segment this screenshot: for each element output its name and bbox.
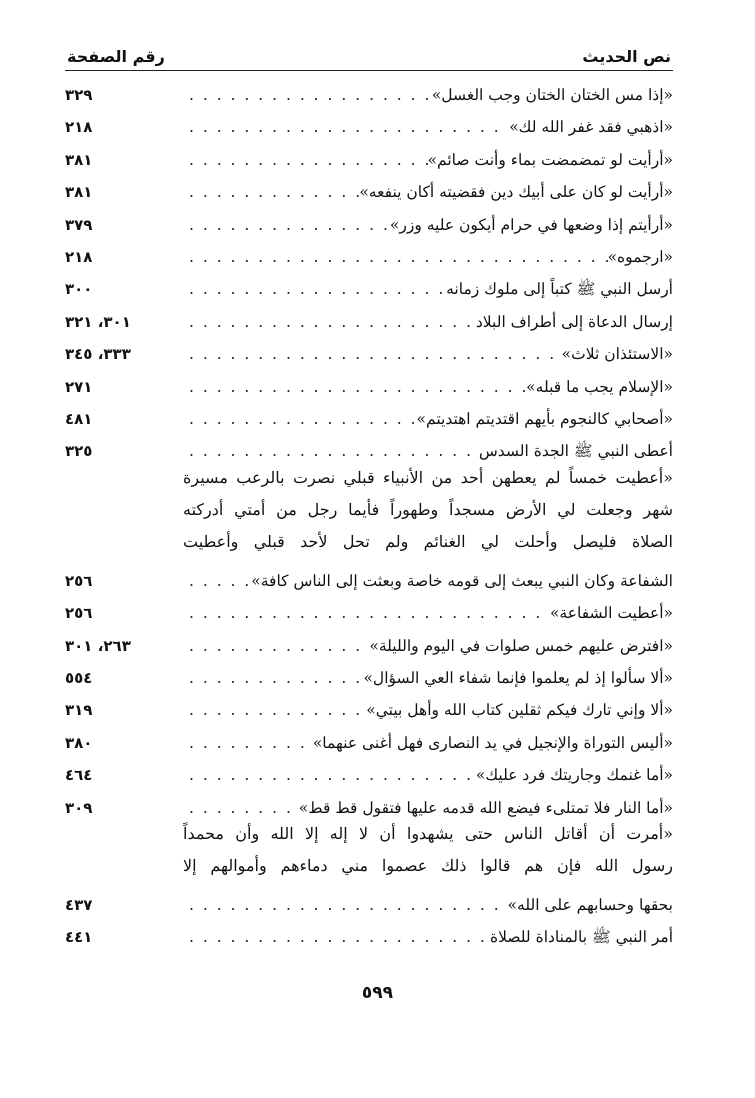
index-entry <box>65 209 673 241</box>
entry-page: ٤٦٤ <box>65 766 93 785</box>
hadith-paragraph <box>65 824 673 921</box>
index-entry <box>65 144 673 176</box>
leader-dots <box>183 435 479 467</box>
index-entry <box>65 889 673 921</box>
entry-page: ٣٨٠ <box>65 733 93 752</box>
index-entry <box>65 371 673 403</box>
leader-dots <box>183 694 366 726</box>
entry-text: أمر النبي ﷺ بالمناداة للصلاة <box>489 928 673 947</box>
entry-page: ٣٨١ <box>65 183 93 202</box>
entry-text: «إذا مس الختان الختان وجب الغسل» <box>431 85 673 104</box>
leader-dots <box>183 889 508 921</box>
entry-page: ٥٥٤ <box>65 669 93 688</box>
index-entry <box>65 792 673 824</box>
entry-page: ٣٢٩ <box>65 85 93 104</box>
entry-text: «أليس التوراة والإنجيل في يد النصارى فهل أغنى عنهما» <box>312 733 673 752</box>
leader-dots <box>183 662 363 694</box>
index-entry <box>65 306 673 338</box>
entry-text: أرسل النبي ﷺ كتباً إلى ملوك زمانه <box>446 280 673 299</box>
index-entry <box>65 759 673 791</box>
leader-dots <box>183 597 550 629</box>
entry-text: «أما النار فلا تمتلىء فيضع الله قدمه عليها فتقول قط قط» <box>298 798 673 817</box>
entry-page: ٣٠٩ <box>65 798 93 817</box>
leader-dots <box>183 921 490 953</box>
index-entry <box>65 79 673 111</box>
entry-page: ٣٢٥ <box>65 442 93 461</box>
entry-page: ٣٠٠ <box>65 280 93 299</box>
entry-page: ٤٣٧ <box>65 895 93 914</box>
leader-dots <box>183 111 509 143</box>
header-page-number: رقم الصفحة <box>67 47 165 66</box>
entry-page: ٢٧١ <box>65 377 93 396</box>
leader-dots <box>183 759 476 791</box>
index-entry <box>65 662 673 694</box>
entry-text: «أرأيت لو تمضمضت بماء وأنت صائم» <box>427 150 673 169</box>
entry-text: «اذهبي فقد غفر الله لك» <box>509 118 673 137</box>
index-entry <box>65 273 673 305</box>
leader-dots <box>183 79 432 111</box>
entry-page: ٣٨١ <box>65 150 93 169</box>
leader-dots <box>183 306 476 338</box>
leader-dots <box>183 792 299 824</box>
leader-dots <box>183 565 251 597</box>
paragraph-line: رسول الله فإن هم قالوا ذلك عصموا مني دماءهم وأموالهم إلا <box>183 856 673 876</box>
leader-dots <box>183 630 369 662</box>
leader-dots <box>183 727 313 759</box>
entry-text: «أرأيت لو كان على أبيك دين فقضيته أكان ينفعه» <box>359 183 673 202</box>
entry-text: إرسال الدعاة إلى أطراف البلاد <box>475 312 673 331</box>
entry-page: ٢١٨ <box>65 247 93 266</box>
index-entry <box>65 241 673 273</box>
entry-text: «ارجموه» <box>607 247 673 266</box>
index-entry <box>65 111 673 143</box>
leader-dots <box>183 144 428 176</box>
index-header <box>65 38 673 71</box>
entry-text: «ألا وإني تارك فيكم ثقلين كتاب الله وأهل بيتي» <box>366 701 673 720</box>
index-page <box>65 38 673 954</box>
index-entry <box>65 727 673 759</box>
index-entry <box>65 630 673 662</box>
leader-dots <box>183 403 417 435</box>
leader-dots <box>183 273 446 305</box>
paragraph-line: شهر وجعلت لي الأرض مسجداً وطهوراً فأيما رجل من أمتي أدركته <box>183 500 673 520</box>
paragraph-line: الصلاة فليصل وأحلت لي الغنائم ولم تحل لأحد قبلي وأعطيت <box>183 532 673 552</box>
page-number: ٥٩٩ <box>361 983 394 1003</box>
index-entry <box>65 565 673 597</box>
entry-page: ٣١٩ <box>65 701 93 720</box>
entry-page: ٢١٨ <box>65 118 93 137</box>
entry-text: أعطى النبي ﷺ الجدة السدس <box>478 442 673 461</box>
entry-page: ٣٠١، ٣٢١ <box>65 312 131 331</box>
leader-dots <box>183 241 608 273</box>
entry-text: «أما غنمك وجاريتك فرد عليك» <box>475 766 673 785</box>
entry-page: ٢٥٦ <box>65 571 93 590</box>
index-entry <box>65 694 673 726</box>
entry-page: ٣٣٣، ٣٤٥ <box>65 345 131 364</box>
entry-text: بحقها وحسابهم على الله» <box>507 895 673 914</box>
index-entry <box>65 597 673 629</box>
index-entries <box>65 79 673 954</box>
entry-text: «ألا سألوا إذ لم يعلموا فإنما شفاء العي السؤال» <box>363 669 673 688</box>
entry-page: ٤٨١ <box>65 409 93 428</box>
entry-text: «الاستئذان ثلاث» <box>561 345 673 364</box>
index-entry <box>65 176 673 208</box>
entry-text: الشفاعة وكان النبي يبعث إلى قومه خاصة وبعثت إلى الناس كافة» <box>251 571 673 590</box>
hadith-paragraph <box>65 468 673 598</box>
entry-text: «أعطيت الشفاعة» <box>549 604 673 623</box>
entry-text: «الإسلام يجب ما قبله» <box>526 377 673 396</box>
index-entry <box>65 403 673 435</box>
paragraph-line: «أمرت أن أقاتل الناس حتى يشهدوا أن لا إله إلا الله وأن محمداً <box>183 823 673 843</box>
leader-dots <box>183 176 359 208</box>
entry-text: «افترض عليهم خمس صلوات في اليوم والليلة» <box>369 636 673 655</box>
paragraph-line: «أعطيت خمساً لم يعطهن أحد من الأنبياء قبلي نصرت بالرعب مسيرة <box>183 467 673 487</box>
entry-page: ٤٤١ <box>65 928 93 947</box>
entry-page: ٢٥٦ <box>65 604 93 623</box>
leader-dots <box>183 209 390 241</box>
entry-text: «أرأيتم إذا وضعها في حرام أيكون عليه وزر» <box>389 215 673 234</box>
leader-dots <box>183 338 562 370</box>
header-hadith-text: نص الحديث <box>582 47 671 66</box>
index-entry <box>65 435 673 467</box>
leader-dots <box>183 371 526 403</box>
entry-page: ٢٦٣، ٣٠١ <box>65 636 131 655</box>
index-entry <box>65 921 673 953</box>
index-entry <box>65 338 673 370</box>
entry-page: ٣٧٩ <box>65 215 93 234</box>
entry-text: «أصحابي كالنجوم بأيهم اقتديتم اهتديتم» <box>416 409 673 428</box>
